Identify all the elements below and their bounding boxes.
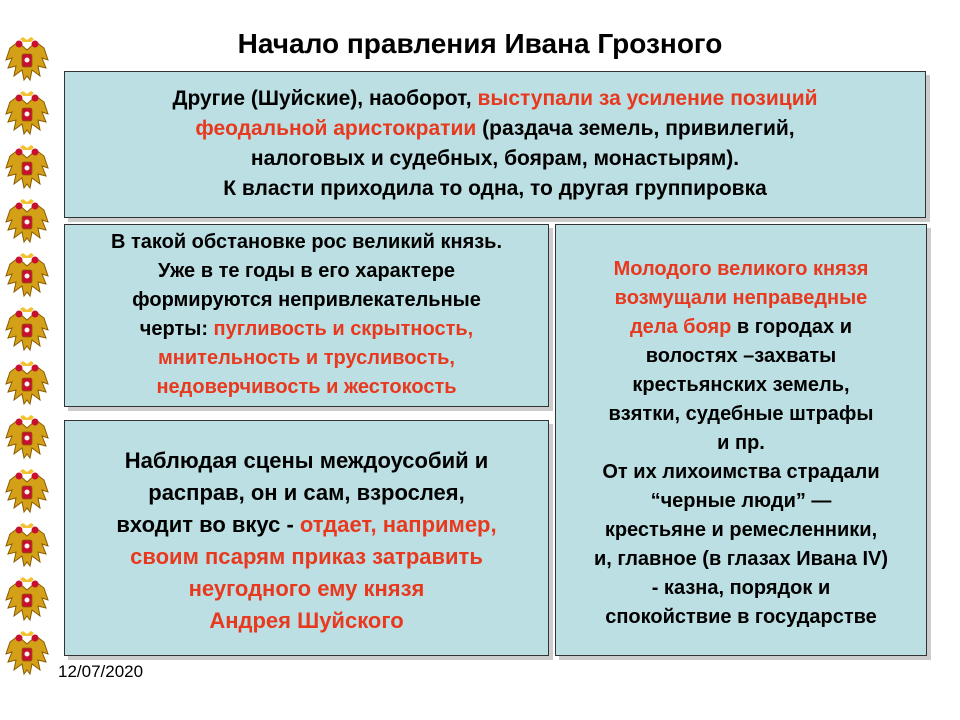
text-line: Наблюдая сцены междоусобий и bbox=[124, 448, 489, 473]
text-line: налоговых и судебных, боярам, монастырям). bbox=[250, 147, 740, 170]
text-line: волостях –захваты bbox=[645, 345, 837, 367]
highlighted-text: недоверчивость и жестокость bbox=[156, 376, 457, 398]
double-headed-eagle-icon bbox=[4, 414, 50, 464]
text-line: крестьянских земель, bbox=[632, 374, 850, 396]
text-line: К власти приходила то одна, то другая группировка bbox=[223, 177, 767, 200]
double-headed-eagle-icon bbox=[4, 306, 50, 356]
double-headed-eagle-icon bbox=[4, 252, 50, 302]
highlighted-text: Андрея Шуйского bbox=[209, 608, 404, 633]
double-headed-eagle-icon bbox=[4, 144, 50, 194]
double-headed-eagle-icon bbox=[4, 198, 50, 248]
highlighted-text: возмущали неправедные bbox=[614, 287, 868, 309]
text-line bbox=[65, 84, 925, 114]
highlighted-text: мнительность и трусливость, bbox=[158, 347, 455, 369]
double-headed-eagle-icon bbox=[4, 468, 50, 518]
double-headed-eagle-icon bbox=[4, 90, 50, 140]
slide-date: 12/07/2020 bbox=[58, 662, 144, 681]
highlighted-text: дела бояр bbox=[629, 316, 732, 338]
text-span: в городах и bbox=[731, 316, 853, 338]
text-line: формируются непривлекательные bbox=[132, 289, 481, 311]
highlighted-text: отдает, например, bbox=[299, 512, 497, 537]
highlighted-text: неугодного ему князя bbox=[188, 576, 425, 601]
text-span: Другие (Шуйские), наоборот, bbox=[172, 87, 478, 110]
double-headed-eagle-icon bbox=[4, 576, 50, 626]
double-headed-eagle-icon bbox=[4, 360, 50, 410]
text-span: черты: bbox=[139, 318, 214, 340]
text-span: входит во вкус - bbox=[116, 512, 300, 537]
text-line: взятки, судебные штрафы bbox=[608, 403, 874, 425]
text-span: (раздача земель, привилегий, bbox=[476, 117, 795, 140]
text-line: От их лихоимства страдали bbox=[602, 461, 880, 483]
text-line: В такой обстановке рос великий князь. bbox=[110, 231, 503, 253]
text-line: расправ, он и сам, взрослея, bbox=[148, 480, 465, 505]
aristocracy-box bbox=[64, 71, 926, 218]
boyars-box bbox=[555, 224, 927, 656]
highlighted-text: Молодого великого князя bbox=[613, 258, 869, 280]
highlighted-text: своим псарям приказ затравить bbox=[130, 544, 483, 569]
slide-title: Начало правления Ивана Грозного bbox=[237, 28, 723, 59]
text-line bbox=[556, 313, 926, 342]
double-headed-eagle-icon bbox=[4, 522, 50, 572]
feuds-box bbox=[64, 420, 549, 656]
text-line: и пр. bbox=[717, 432, 765, 454]
text-line bbox=[65, 315, 548, 344]
highlighted-text: пугливость и скрытность, bbox=[213, 318, 474, 340]
highlighted-text: выступали за усиление позиций bbox=[477, 87, 818, 110]
double-headed-eagle-icon bbox=[4, 36, 50, 86]
text-line: Уже в те годы в его характере bbox=[157, 260, 456, 282]
text-line: - казна, порядок и bbox=[651, 577, 831, 599]
text-line: и, главное (в глазах Ивана IV) bbox=[593, 548, 889, 570]
text-line bbox=[65, 114, 925, 144]
text-line bbox=[65, 509, 548, 541]
text-line: спокойствие в государстве bbox=[605, 606, 877, 628]
character-box bbox=[64, 224, 549, 407]
text-line: “черные люди” — bbox=[650, 490, 832, 512]
double-headed-eagle-icon bbox=[4, 630, 50, 680]
highlighted-text: феодальной аристократии bbox=[195, 117, 477, 140]
text-line: крестьяне и ремесленники, bbox=[604, 519, 878, 541]
